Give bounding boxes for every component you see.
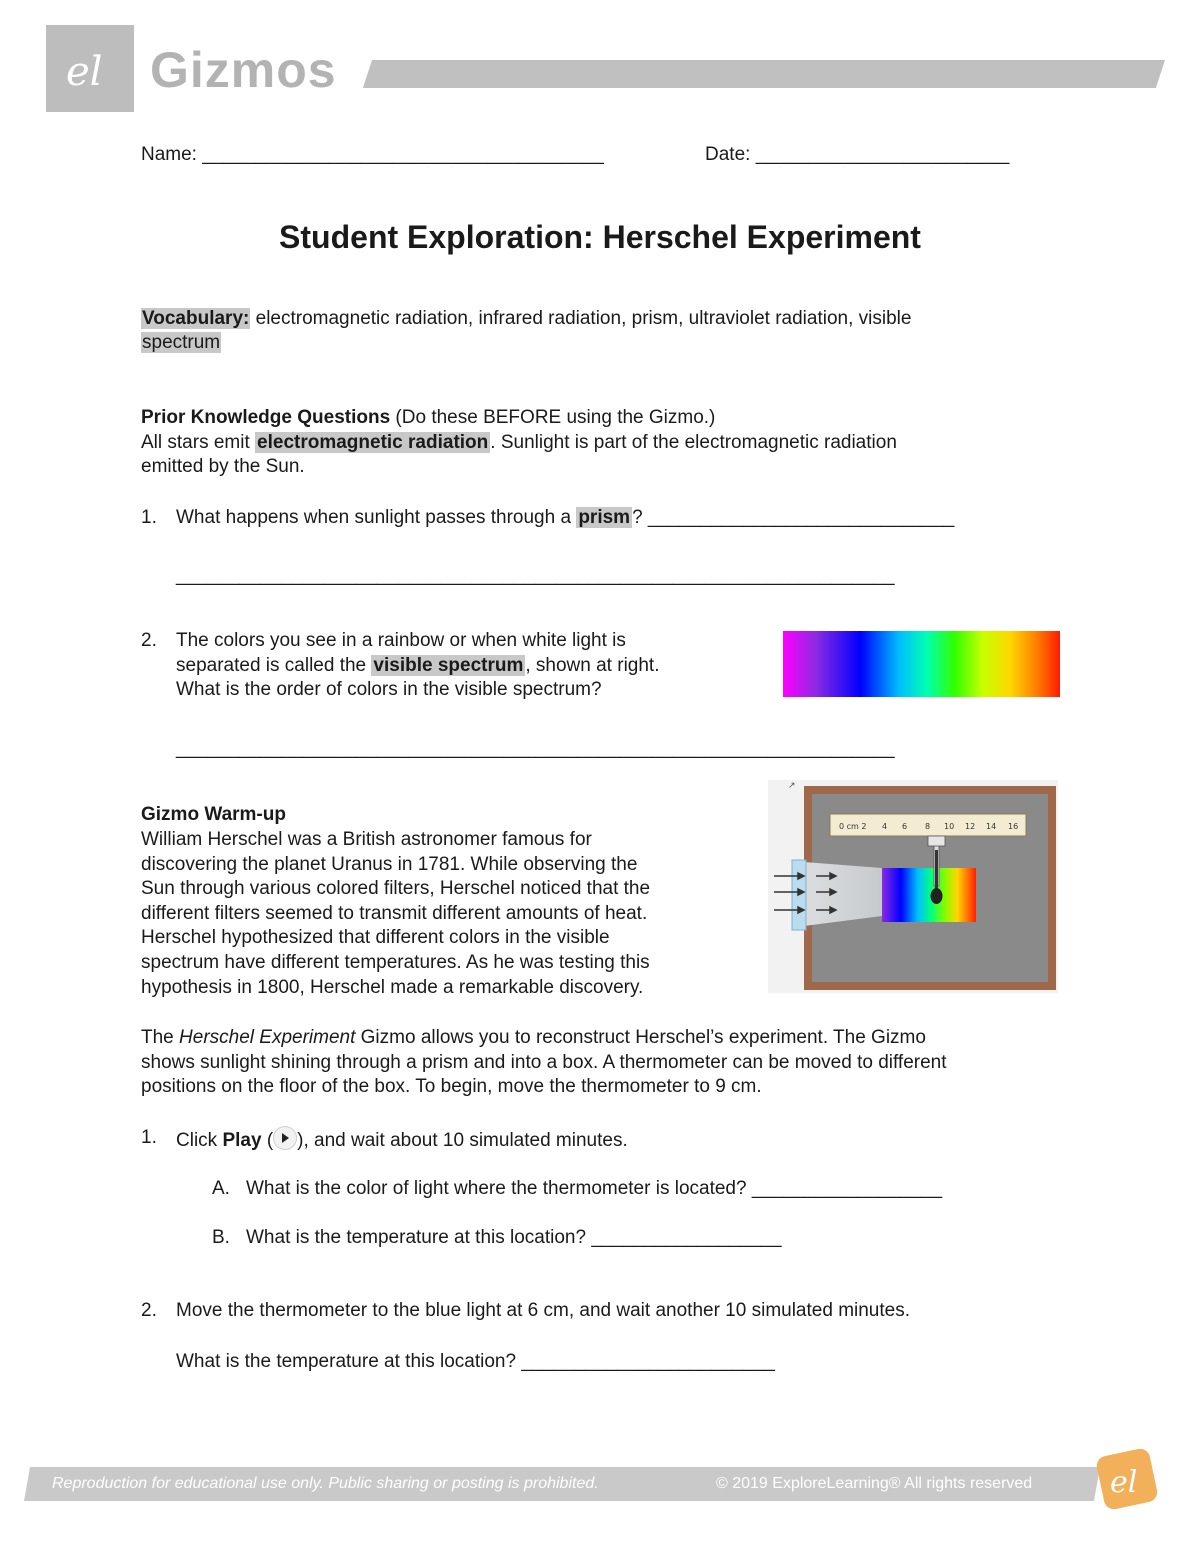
vocabulary-terms: electromagnetic radiation, infrared radiation, prism, ultraviolet radiation, visible (250, 308, 912, 329)
warmup-line: Herschel hypothesized that different colors in the visible (141, 927, 610, 948)
play-label: Play (222, 1130, 262, 1151)
pointer-icon: ↗ (788, 781, 796, 791)
step-2: Move the thermometer to the blue light at 6 cm, and wait another 10 simulated minutes. (176, 1300, 910, 1321)
question-2-answer-line[interactable]: ____________________________________________________________________ (176, 738, 895, 759)
step-2-number: 2. (141, 1300, 157, 1321)
step-1b-label: B. (212, 1227, 230, 1248)
step-1a-label: A. (212, 1178, 230, 1199)
question-2-line1: The colors you see in a rainbow or when white light is (176, 630, 626, 651)
step-1b-question[interactable]: What is the temperature at this location? __________________ (246, 1227, 782, 1248)
el-logo-icon (58, 41, 122, 97)
herschel-gizmo-illustration (768, 780, 1058, 993)
warmup-line: Sun through various colored filters, Herschel noticed that the (141, 878, 651, 899)
ruler-label: 10 (944, 822, 955, 831)
gizmo-description-line3: positions on the floor of the box. To begin, move the thermometer to 9 cm. (141, 1076, 762, 1097)
gizmo-desc-post: Gizmo allows you to reconstruct Herschel’s experiment. The Gizmo (355, 1027, 926, 1048)
warmup-line: William Herschel was a British astronomer famous for (141, 829, 592, 850)
play-icon (273, 1126, 297, 1150)
ruler-label: 4 (882, 822, 888, 831)
prior-heading-note: (Do these BEFORE using the Gizmo.) (390, 407, 716, 428)
ruler-label: 16 (1008, 822, 1019, 831)
gizmo-description-line1 (141, 1026, 926, 1050)
question-2-number: 2. (141, 630, 157, 651)
question-2-line2 (176, 654, 659, 678)
question-1-pre: What happens when sunlight passes through a (176, 507, 577, 528)
vocabulary-line (141, 307, 911, 331)
term-prism: prism (578, 507, 631, 528)
svg-text:el: el (66, 48, 103, 95)
svg-text:el: el (1110, 1465, 1138, 1500)
prior-intro (141, 431, 897, 455)
name-blank[interactable]: ______________________________________ (202, 144, 604, 165)
gizmo-desc-pre: The (141, 1027, 180, 1048)
term-electromagnetic-radiation: electromagnetic radiation (257, 432, 489, 453)
step-1-post: ), and wait about 10 simulated minutes. (297, 1130, 628, 1151)
warmup-line: different filters seemed to transmit different amounts of heat. (141, 903, 648, 924)
ruler-label: 12 (965, 822, 976, 831)
warmup-line: spectrum have different temperatures. As he was testing this (141, 952, 650, 973)
footer-copyright: © 2019 ExploreLearning® All rights reserved (716, 1475, 1033, 1492)
prior-intro-post: . Sunlight is part of the electromagnetic radiation (490, 432, 897, 453)
vocabulary-label: Vocabulary: (142, 308, 250, 329)
date-blank[interactable]: ________________________ (755, 144, 1010, 165)
gizmo-name: Herschel Experiment (179, 1027, 356, 1048)
step-1-mid: ( (261, 1130, 274, 1151)
prior-heading-text: Prior Knowledge Questions (141, 407, 391, 428)
prior-intro-pre: All stars emit (141, 432, 256, 453)
step-2-question[interactable]: What is the temperature at this location? ________________________ (176, 1351, 775, 1372)
footer-notice: Reproduction for educational use only. Public sharing or posting is prohibited. (52, 1475, 599, 1492)
page-title: Student Exploration: Herschel Experiment (279, 219, 921, 255)
explorelearning-logo-icon (1092, 1446, 1162, 1512)
question-2-line3: What is the order of colors in the visible spectrum? (176, 679, 602, 700)
question-1-number: 1. (141, 507, 157, 528)
question-2-line2-post: , shown at right. (525, 655, 660, 676)
vocabulary-terms-cont: spectrum (142, 332, 221, 353)
warmup-line: discovering the planet Uranus in 1781. While observing the (141, 854, 638, 875)
term-visible-spectrum: visible spectrum (373, 655, 524, 676)
prior-heading (141, 406, 715, 430)
question-1 (176, 506, 954, 530)
name-label: Name: (141, 144, 197, 165)
step-1-number: 1. (141, 1127, 157, 1148)
question-2-line2-pre: separated is called the (176, 655, 372, 676)
ruler-label: 8 (925, 822, 931, 831)
ruler-label: 0 cm 2 (839, 822, 867, 831)
warmup-heading: Gizmo Warm-up (141, 804, 286, 825)
ruler (830, 814, 1026, 836)
gizmos-logo (46, 25, 134, 112)
question-1-blank[interactable]: ? _____________________________ (632, 507, 955, 528)
prior-intro-line2: emitted by the Sun. (141, 456, 305, 477)
step-1 (176, 1126, 628, 1153)
header-bar (363, 60, 1165, 88)
date-label: Date: (705, 144, 751, 165)
gizmo-description-line2: shows sunlight shining through a prism and into a box. A thermometer can be moved to different (141, 1052, 947, 1073)
brand-name: Gizmos (150, 42, 337, 98)
step-1a-question[interactable]: What is the color of light where the thermometer is located? __________________ (246, 1178, 943, 1199)
date-field (705, 143, 1009, 167)
ruler-label: 6 (902, 822, 908, 831)
question-1-answer-line[interactable]: ____________________________________________________________________ (176, 565, 895, 586)
warmup-line: hypothesis in 1800, Herschel made a remarkable discovery. (141, 977, 644, 998)
step-1-pre: Click (176, 1130, 223, 1151)
ruler-label: 14 (986, 822, 997, 831)
projected-spectrum (882, 868, 976, 922)
name-field (141, 143, 604, 167)
visible-spectrum-image (783, 631, 1060, 697)
